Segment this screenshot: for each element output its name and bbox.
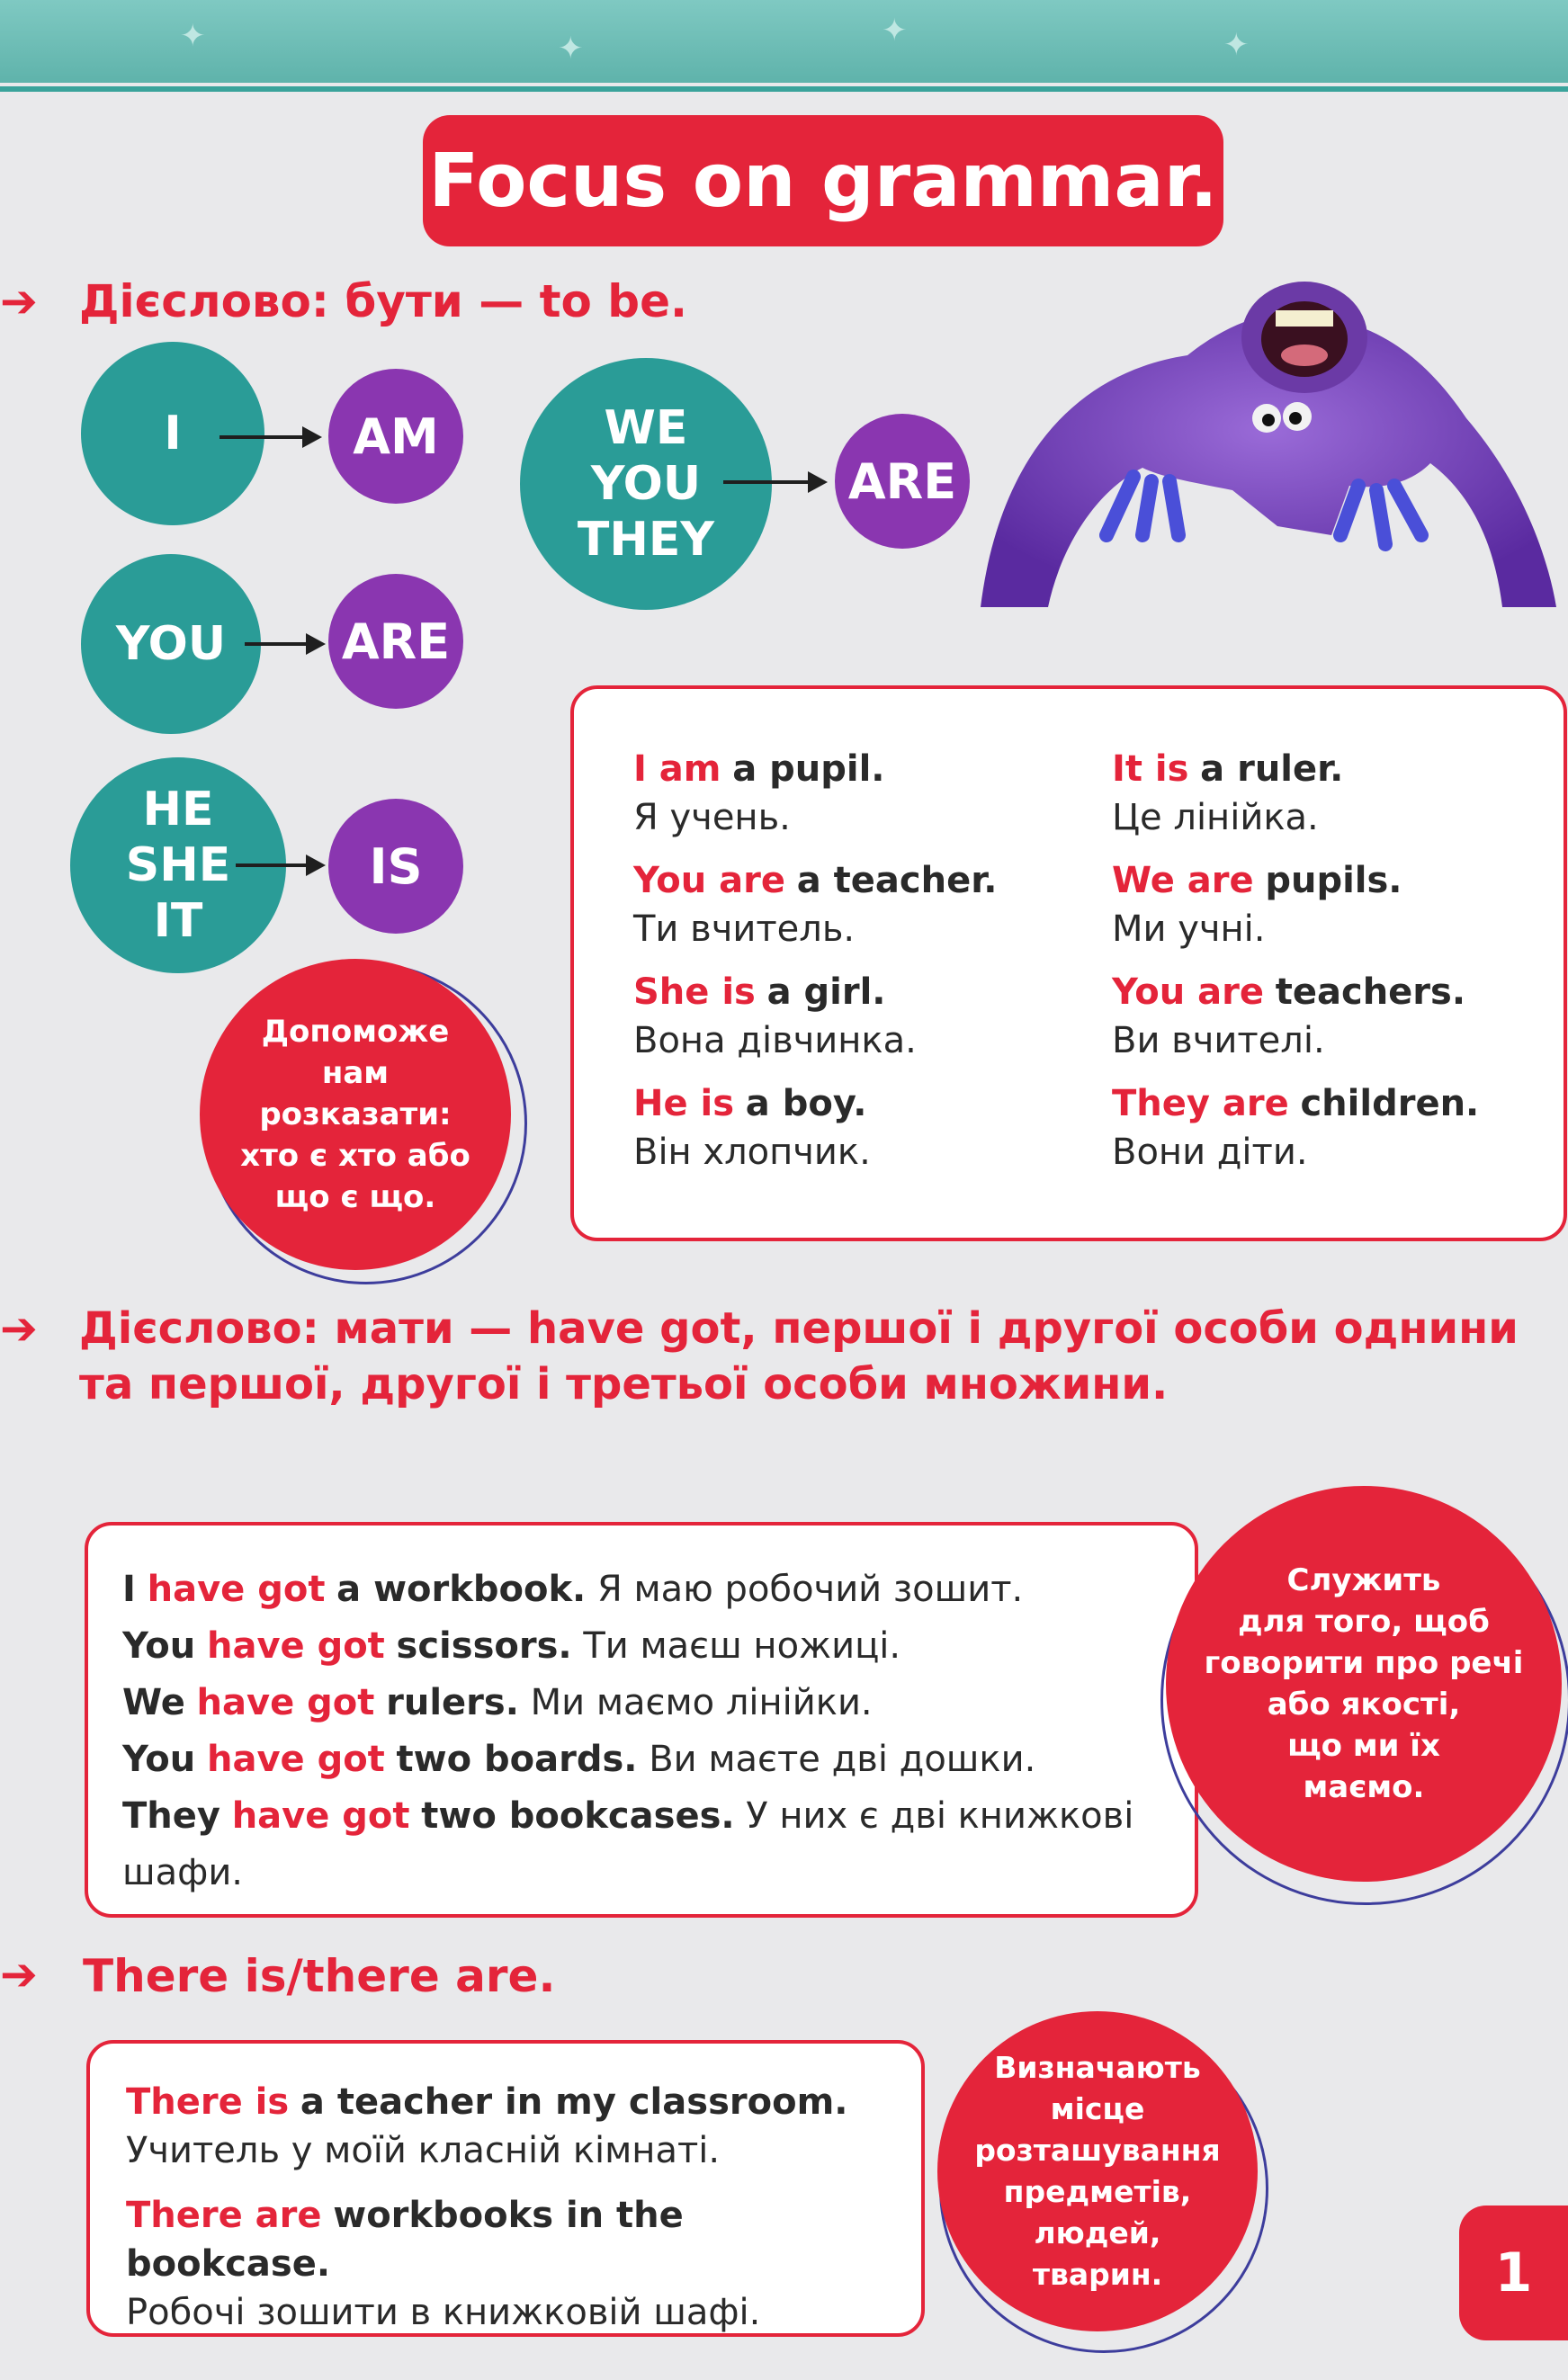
example-subject: He is	[633, 1083, 735, 1124]
example-rest: workbooks in the bookcase.	[126, 2195, 684, 2285]
example-subject: You	[122, 1739, 196, 1780]
example-object: rulers.	[386, 1682, 519, 1723]
example-subject: We	[122, 1682, 185, 1723]
pronoun-label: SHE	[125, 838, 231, 892]
arrow-icon: ➔	[0, 1948, 38, 2000]
example-translation: У них є дві книжкові	[746, 1795, 1134, 1837]
star-decoration: ✦	[558, 31, 584, 67]
example-rest: a girl.	[766, 971, 886, 1013]
arrow-icon: ➔	[0, 275, 38, 327]
section-heading-to-be: Дієслово: бути — to be.	[79, 275, 688, 327]
pronoun-label: YOU	[590, 457, 702, 511]
example-item	[122, 1675, 1157, 1731]
example-object: scissors.	[396, 1625, 572, 1667]
example-verb: have got	[206, 1739, 385, 1780]
note-text: Допоможе нам розказати: хто є хто або що є що.	[240, 1014, 470, 1215]
example-translation: Вона дівчинка.	[633, 1020, 917, 1061]
example-verb: have got	[231, 1795, 410, 1837]
examples-left-column	[633, 745, 1083, 1177]
monster-illustration	[963, 265, 1568, 616]
note-text	[1205, 1560, 1524, 1808]
star-decoration: ✦	[180, 18, 206, 54]
example-subject: You are	[633, 860, 786, 901]
example-rest: pupils.	[1265, 860, 1402, 901]
arrow-connector	[723, 480, 824, 484]
verb-label: ARE	[847, 452, 957, 510]
note-text	[974, 2047, 1220, 2295]
examples-right-column	[1112, 745, 1544, 1177]
example-subject: You	[122, 1625, 196, 1667]
note-line: людей,	[1034, 2215, 1161, 2250]
note-circle-to-be	[200, 959, 511, 1270]
note-circle-there-is	[937, 2011, 1258, 2331]
section-heading-there-is: There is/there are.	[83, 1950, 556, 2002]
example-rest: a ruler.	[1200, 748, 1344, 790]
verb-circle-are	[328, 574, 463, 709]
note-line: Служить	[1286, 1562, 1441, 1598]
verb-circle-is	[328, 799, 463, 934]
note-line: що ми їх	[1287, 1728, 1440, 1764]
verb-label: IS	[369, 837, 423, 895]
example-rest: a teacher.	[796, 860, 998, 901]
verb-circle-are	[835, 414, 970, 549]
example-verb: have got	[196, 1682, 375, 1723]
example-subject: It is	[1112, 748, 1189, 790]
example-object: a workbook.	[336, 1569, 587, 1610]
example-item	[1112, 745, 1544, 842]
example-rest: children.	[1300, 1083, 1480, 1124]
example-translation: Ми маємо лінійки.	[530, 1682, 873, 1723]
note-circle-have-got	[1166, 1486, 1562, 1882]
example-object: two boards.	[396, 1739, 638, 1780]
example-translation: Ти маєш ножиці.	[583, 1625, 901, 1667]
pronoun-circle-i	[81, 342, 264, 525]
example-subject: You are	[1112, 971, 1265, 1013]
note-line: тварин.	[1032, 2257, 1163, 2292]
example-translation: Це лінійка.	[1112, 797, 1319, 838]
pronoun-label: YOU	[115, 617, 227, 671]
header-band	[0, 0, 1568, 83]
section-heading-have-got	[79, 1301, 1568, 1412]
example-rest: a teacher in my classroom.	[300, 2081, 848, 2123]
note-line: розташування	[974, 2133, 1221, 2168]
example-translation: Вони діти.	[1112, 1132, 1308, 1173]
example-item	[1112, 1079, 1544, 1177]
star-decoration: ✦	[882, 13, 908, 49]
example-translation: Учитель у моїй класній кімнаті.	[126, 2130, 721, 2171]
example-translation: Робочі зошити в книжковій шафі.	[126, 2292, 761, 2333]
example-rest: a pupil.	[732, 748, 885, 790]
example-item	[122, 1788, 1157, 1845]
example-subject: I	[122, 1569, 136, 1610]
example-object: two bookcases.	[421, 1795, 735, 1837]
note-line: маємо.	[1303, 1769, 1425, 1805]
example-verb: have got	[206, 1625, 385, 1667]
example-translation: Я учень.	[633, 797, 791, 838]
note-line: предметів,	[1003, 2174, 1192, 2209]
pronoun-label: HE	[142, 783, 214, 837]
example-item	[1112, 856, 1544, 953]
arrow-icon: ➔	[0, 1302, 38, 1355]
example-translation: Ти вчитель.	[633, 908, 856, 950]
arrow-connector	[236, 863, 322, 867]
example-item	[122, 1561, 1157, 1618]
example-rest: teachers.	[1275, 971, 1466, 1013]
verb-circle-am	[328, 369, 463, 504]
example-translation: Ви вчителі.	[1112, 1020, 1325, 1061]
heading-line: та першої, другої і третьої особи множини.	[79, 1359, 1169, 1409]
note-line: Визначають	[994, 2050, 1201, 2085]
example-subject: They are	[1112, 1083, 1289, 1124]
example-item	[126, 2191, 900, 2337]
example-translation: Ми учні.	[1112, 908, 1266, 950]
example-verb: have got	[147, 1569, 326, 1610]
arrow-connector	[245, 642, 322, 646]
arrow-connector	[220, 435, 318, 439]
example-item	[633, 968, 1083, 1065]
example-subject: There is	[126, 2081, 290, 2123]
verb-label: AM	[353, 407, 439, 465]
note-line: говорити про речі	[1204, 1645, 1524, 1681]
there-is-examples	[126, 2078, 900, 2337]
note-line: місце	[1050, 2091, 1145, 2126]
example-translation-continued: шафи.	[122, 1852, 244, 1893]
example-item	[122, 1618, 1157, 1675]
page-title: Focus on grammar.	[423, 115, 1223, 246]
verb-label: ARE	[341, 613, 451, 670]
example-translation: Він хлопчик.	[633, 1132, 871, 1173]
example-translation: Я маю робочий зошит.	[596, 1569, 1024, 1610]
example-rest: a boy.	[745, 1083, 867, 1124]
pronoun-label: I	[164, 407, 182, 461]
example-subject: They	[122, 1795, 220, 1837]
heading-line: Дієслово: мати — have got, першої і другої особи однини	[79, 1303, 1519, 1354]
example-item	[633, 1079, 1083, 1177]
example-subject: She is	[633, 971, 756, 1013]
example-item	[633, 745, 1083, 842]
example-item	[633, 856, 1083, 953]
pronoun-label: IT	[153, 894, 203, 948]
example-item	[122, 1731, 1157, 1788]
pronoun-label: THEY	[577, 513, 715, 567]
example-item	[126, 2078, 900, 2175]
example-subject: We are	[1112, 860, 1254, 901]
example-subject: I am	[633, 748, 721, 790]
pronoun-circle-you	[81, 554, 261, 734]
note-line: або якості,	[1267, 1687, 1461, 1722]
star-decoration: ✦	[1223, 27, 1250, 63]
note-line: для того, щоб	[1238, 1604, 1490, 1640]
example-subject: There are	[126, 2195, 322, 2236]
pronoun-circle-we-you-they	[520, 358, 772, 610]
page-number: 1	[1459, 2206, 1568, 2340]
pronoun-label: WE	[604, 401, 688, 455]
header-divider	[0, 86, 1568, 92]
example-item	[1112, 968, 1544, 1065]
have-got-examples	[122, 1561, 1157, 1901]
example-translation: Ви маєте дві дошки.	[649, 1739, 1036, 1780]
